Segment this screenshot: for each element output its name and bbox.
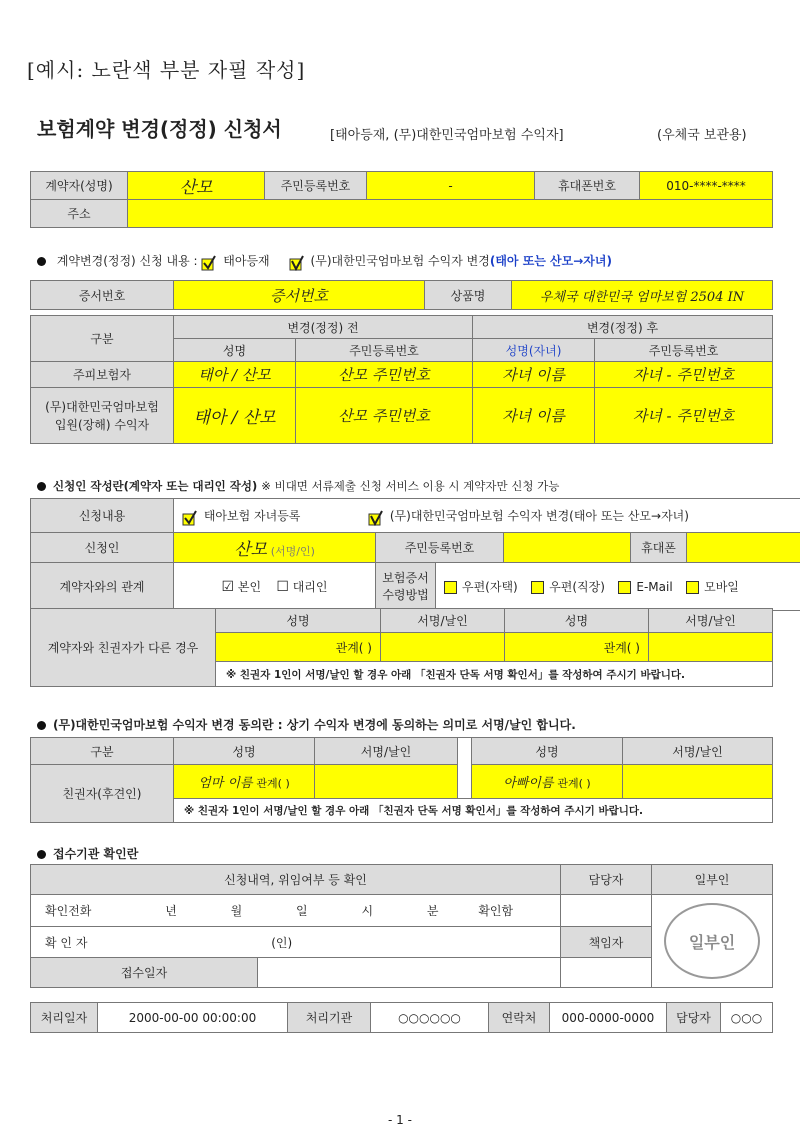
before-name-header: 성명 <box>174 339 296 362</box>
proc-manager-value: ○○○ <box>721 1003 773 1033</box>
applicant-phone-field[interactable] <box>687 533 800 563</box>
content-opt2: (무)대한민국엄마보험 수익자 변경(태아 또는 산모→자녀) <box>389 509 689 523</box>
row2-after-rrn[interactable]: 자녀 - 주민번호 <box>595 388 773 444</box>
address-field[interactable] <box>128 200 773 228</box>
row2-before-rrn[interactable]: 산모 주민번호 <box>296 388 473 444</box>
consent-sign1-header: 서명/날인 <box>315 738 458 765</box>
checkbox-checked-icon[interactable] <box>201 255 215 269</box>
copy-label: (우체국 보관용) <box>657 128 747 143</box>
consent-name2-field[interactable] <box>472 765 623 799</box>
contract-table <box>30 171 773 228</box>
applicant-field[interactable] <box>174 533 376 563</box>
checkbox-checked-icon[interactable] <box>289 255 303 269</box>
cert-field[interactable]: 증서번호 <box>174 281 425 310</box>
diff-sign2-header: 서명/날인 <box>649 609 773 633</box>
method-home: 우편(자택) <box>462 580 518 594</box>
applicant-name: 산모 <box>234 540 267 560</box>
consent-row-label: 친권자(후견인) <box>31 765 174 823</box>
stamp-cell <box>652 895 773 988</box>
diff-sign1-field[interactable] <box>381 633 505 662</box>
checkbox-checked-icon[interactable]: ☑ <box>221 579 235 595</box>
row2-label-a: (무)대한민국엄마보험 <box>45 399 159 414</box>
before-rrn-header: 주민등록번호 <box>296 339 473 362</box>
consent-gap <box>458 738 472 799</box>
product-field[interactable]: 우체국 대한민국 엄마보험 2504 IN <box>512 281 773 310</box>
check-header: 신청내역, 위임여부 등 확인 <box>31 865 561 895</box>
row1-label: 주피보험자 <box>31 362 174 388</box>
gubun-header: 구분 <box>31 316 174 362</box>
receipt-date-field[interactable] <box>258 958 561 988</box>
applicant-phone-label: 휴대폰 <box>631 533 687 563</box>
request-label: 계약변경(정정) 신청 내용 : <box>56 254 198 268</box>
relation-options <box>174 563 376 611</box>
reception-table <box>30 864 773 988</box>
after-header: 변경(정정) 후 <box>473 316 773 339</box>
phone-label: 휴대폰번호 <box>535 172 640 200</box>
consent-name1-field[interactable] <box>174 765 315 799</box>
proc-date-label: 처리일자 <box>31 1003 98 1033</box>
phone-check-hour: 시 <box>361 904 374 918</box>
address-label: 주소 <box>31 200 128 228</box>
diff-label: 계약자와 친권자가 다른 경우 <box>31 609 216 687</box>
phone-check-month: 월 <box>230 904 243 918</box>
bullet-icon <box>37 850 46 859</box>
request-option1: 태아등재 <box>223 254 270 268</box>
bullet-icon <box>37 257 46 266</box>
processing-table <box>30 1002 773 1033</box>
reception-section-title <box>37 845 138 862</box>
consent-table <box>30 737 773 823</box>
page-number: - 1 - <box>388 1113 412 1127</box>
proc-agency-label: 처리기관 <box>288 1003 371 1033</box>
proc-date-value: 2000-00-00 00:00:00 <box>98 1003 288 1033</box>
phone-field[interactable]: 010-****-**** <box>640 172 773 200</box>
phone-check-year: 년 <box>165 904 177 918</box>
stamp-header: 일부인 <box>652 865 773 895</box>
content-opt1: 태아보험 자녀등록 <box>203 509 301 523</box>
row1-before-rrn[interactable]: 산모 주민번호 <box>296 362 473 388</box>
phone-check-confirmed: 확인함 <box>478 904 514 918</box>
consent-relation2: 관계( ) <box>557 777 591 790</box>
proc-contact-value: 000-0000-0000 <box>550 1003 667 1033</box>
cert-label: 증서번호 <box>31 281 174 310</box>
holder-name-field[interactable]: 산모 <box>128 172 265 200</box>
proc-manager-label: 담당자 <box>667 1003 721 1033</box>
product-label: 상품명 <box>425 281 512 310</box>
diff-sign1-header: 서명/날인 <box>381 609 505 633</box>
consent-name1-header: 성명 <box>174 738 315 765</box>
request-option2-note: (태아 또는 산모→자녀) <box>489 254 612 268</box>
content-options <box>174 499 800 533</box>
manager-sign-cell[interactable] <box>561 895 652 927</box>
receipt-date-label: 접수일자 <box>31 958 258 988</box>
proc-agency-value: ○○○○○○ <box>371 1003 489 1033</box>
applicant-section-title <box>37 478 559 494</box>
confirmer-seal: (인) <box>271 935 293 950</box>
checkbox-icon[interactable] <box>618 581 631 594</box>
method-mobile: 모바일 <box>704 580 739 594</box>
applicant-label: 신청인 <box>31 533 174 563</box>
consent-sign2-field[interactable] <box>623 765 773 799</box>
content-label: 신청내용 <box>31 499 174 533</box>
proc-contact-label: 연락처 <box>489 1003 550 1033</box>
applicant-table <box>30 498 800 611</box>
request-option2: (무)대한민국엄마보험 수익자 변경 <box>310 254 490 268</box>
before-header: 변경(정정) 전 <box>174 316 473 339</box>
reception-title-text: 접수기관 확인란 <box>53 847 139 861</box>
diff-name1-header: 성명 <box>216 609 381 633</box>
method-email: E-Mail <box>636 580 673 594</box>
diff-note: ※ 친권자 1인이 서명/날인 할 경우 아래 「친권자 단독 서명 확인서」를 작성하여 주시기 바랍니다. <box>216 662 773 687</box>
method-options <box>436 563 800 611</box>
consent-name2-header: 성명 <box>472 738 623 765</box>
method-label-a: 보험증서 <box>382 570 429 585</box>
confirmer-line <box>31 927 561 958</box>
consent-title-text: (무)대한민국엄마보험 수익자 변경 동의란 : 상기 수익자 변경에 동의하는 의미로 서명/날인 합니다. <box>53 718 576 732</box>
row2-after-name[interactable]: 자녀 이름 <box>473 388 595 444</box>
confirmer-label: 확 인 자 <box>45 935 88 950</box>
phone-check-min: 분 <box>426 904 439 918</box>
phone-check-label: 확인전화 <box>45 904 92 918</box>
form-title: 보험계약 변경(정정) 신청서 <box>37 117 282 141</box>
bullet-icon <box>37 482 46 491</box>
consent-gubun-header: 구분 <box>31 738 174 765</box>
bullet-icon <box>37 721 46 730</box>
row2-label <box>31 388 174 444</box>
applicant-rrn-field[interactable] <box>504 533 631 563</box>
phone-check-line <box>31 895 561 927</box>
responsible-label: 책임자 <box>561 927 652 958</box>
consent-relation1: 관계( ) <box>256 777 290 790</box>
checkbox-checked-icon[interactable] <box>368 510 382 524</box>
certificate-table <box>30 280 773 310</box>
form-subtitle: [태아등재, (무)대한민국엄마보험 수익자] <box>330 128 564 143</box>
change-table <box>30 315 773 444</box>
method-label <box>376 563 436 611</box>
consent-section-title <box>37 716 576 733</box>
row1-before-name[interactable]: 태아 / 산모 <box>174 362 296 388</box>
applicant-title-text: 신청인 작성란(계약자 또는 대리인 작성) <box>53 479 258 493</box>
phone-check-day: 일 <box>296 904 308 918</box>
method-work: 우편(직장) <box>549 580 605 594</box>
diff-name1-field[interactable]: 관계( ) <box>216 633 381 662</box>
consent-name2: 아빠이름 <box>503 776 554 791</box>
consent-name1: 엄마 이름 <box>198 776 253 791</box>
relation-label: 계약자와의 관계 <box>31 563 174 611</box>
responsible-sign-cell[interactable] <box>561 958 652 988</box>
guardian-diff-table <box>30 608 773 687</box>
diff-name2-field[interactable]: 관계( ) <box>505 633 649 662</box>
checkbox-icon[interactable] <box>686 581 699 594</box>
row1-after-rrn[interactable]: 자녀 - 주민번호 <box>595 362 773 388</box>
after-name-header: 성명(자녀) <box>473 339 595 362</box>
stamp-seal: 일부인 <box>664 903 760 979</box>
holder-label: 계약자(성명) <box>31 172 128 200</box>
row2-before-name[interactable]: 태아 / 산모 <box>174 388 296 444</box>
applicant-note-text: ※ 비대면 서류제출 신청 서비스 이용 시 계약자만 신청 가능 <box>261 479 560 493</box>
checkbox-icon[interactable] <box>531 581 544 594</box>
checkbox-checked-icon[interactable] <box>182 510 196 524</box>
consent-note: ※ 친권자 1인이 서명/날인 할 경우 아래 「친권자 단독 서명 확인서」를 작성하여 주시기 바랍니다. <box>174 799 773 823</box>
rel-self: 본인 <box>237 580 262 594</box>
rrn-label: 주민등록번호 <box>265 172 367 200</box>
checkbox-icon[interactable]: ☐ <box>276 579 289 595</box>
checkbox-icon[interactable] <box>444 581 457 594</box>
after-rrn-header: 주민등록번호 <box>595 339 773 362</box>
applicant-sign-label: (서명/인) <box>270 545 315 558</box>
consent-sign2-header: 서명/날인 <box>623 738 773 765</box>
row2-label-b: 입원(장해) 수익자 <box>54 417 150 432</box>
rel-agent: 대리인 <box>292 580 328 594</box>
diff-name2-header: 성명 <box>505 609 649 633</box>
method-label-b: 수령방법 <box>382 587 429 602</box>
rrn-field[interactable]: - <box>367 172 535 200</box>
diff-sign2-field[interactable] <box>649 633 773 662</box>
applicant-rrn-label: 주민등록번호 <box>376 533 504 563</box>
consent-sign1-field[interactable] <box>315 765 458 799</box>
row1-after-name[interactable]: 자녀 이름 <box>473 362 595 388</box>
request-line <box>37 252 612 269</box>
manager-header: 담당자 <box>561 865 652 895</box>
example-note: [예시: 노란색 부분 자필 작성] <box>27 58 306 82</box>
